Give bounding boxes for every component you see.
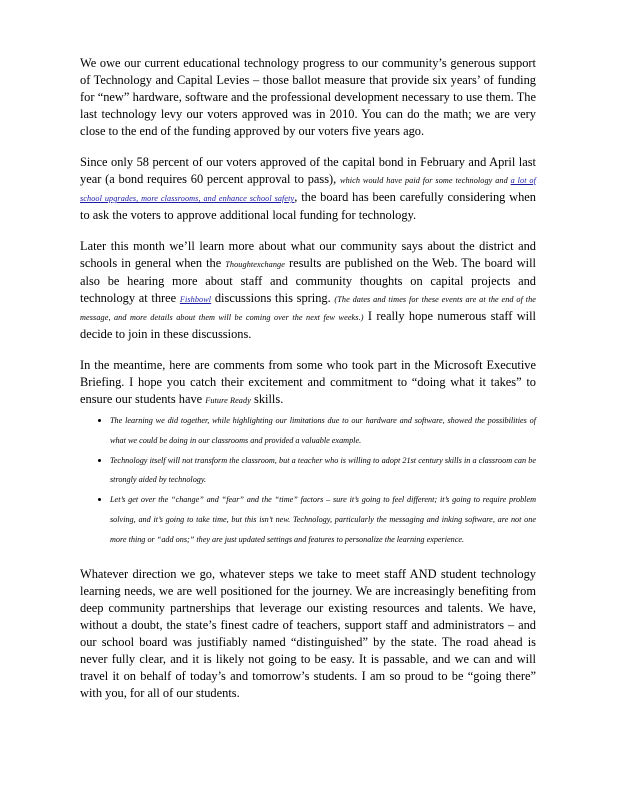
bond-text-end: , the board has been carefully considering when to ask the voters to approve additional local funding for technology. [80,190,536,222]
paragraph-thoughtexchange [80,238,536,343]
thoughtexchange-text-end: I really hope numerous staff will decide to join in these discussions. [80,309,536,341]
letter-body [80,55,536,702]
briefing-text-end: skills. [250,392,284,406]
fishbowl-link[interactable]: Fishbowl [179,295,212,304]
school-upgrades-link[interactable]: a lot of school upgrades, more classrooms, and enhance school safety [80,176,537,203]
bond-italic-text: which would have paid for some technology and [340,176,511,185]
thoughtexchange-text-start: Later this month we’ll learn more about what our community says about the district and schools in general when the [80,239,536,270]
paragraph-capital-bond [80,154,536,224]
events-note: (The dates and times for these events are at the end of the message, and more details about them will be coming over the next few weeks.) [80,295,536,322]
paragraph-closing: Whatever direction we go, whatever steps we take to meet staff AND student technology learning needs, we are well positioned for the journey. We are increasingly benefiting from deep community partnerships that leverage our existing resources and talents. We have, without a doubt, the state’s finest cadre of teachers, support staff and administrators – and our school board was justifiably named “distinguished” by the state. The road ahead is never fully clear, and it is likely not going to be easy. It is passable, and we can and will travel it on behalf of today’s and tomorrow’s students. I am so proud to be “going there” with you, for all of our students. [80,566,536,700]
future-ready-text: Future Ready [205,396,251,405]
comment-item: Let’s get over the “change” and “fear” and the “time” factors – sure it’s going to feel different; it’s going to require problem solving, and it’s going to take time, but this isn’t new. Technology, particularly the messaging and inking software, are not one more thing or “add ons;” they are just updated settings and features to personalize the learning experience. [110,490,536,549]
briefing-text-start: In the meantime, here are comments from some who took part in the Microsoft Executive Briefing. I hope you catch their excitement and commitment to “doing what it takes” to ensure our students have [80,358,536,406]
thoughtexchange-text-mid: results are published on the Web. The board will also be hearing more about staff and community thoughts on capital projects and technology at three [80,256,536,305]
comment-item: The learning we did together, while highlighting our limitations due to our hardware and software, showed the possibilities of what we could be doing in our classrooms and provided a valuable example. [110,411,536,451]
comment-item: Technology itself will not transform the classroom, but a teacher who is willing to adopt 21st century skills in a classroom can be strongly aided by technology. [110,451,536,491]
fishbowl-text: discussions this spring. [211,291,335,305]
thoughtexchange-name: Thoughtexchange [225,260,285,269]
paragraph-briefing [80,357,536,409]
paragraph-levies: We owe our current educational technology progress to our community’s generous support of Technology and Capital Levies – those ballot measure that provide six years’ of funding for “new” hardware, software and the professional development necessary to use them. The last technology levy our voters approved was in 2010. You can do the math; we are very close to the end of the funding approved by our voters five years ago. [80,56,536,138]
bond-text-start: Since only 58 percent of our voters approved of the capital bond in February and April last year (a bond requires 60 percent approval to pass), [80,155,536,186]
briefing-comments-list [80,411,536,550]
